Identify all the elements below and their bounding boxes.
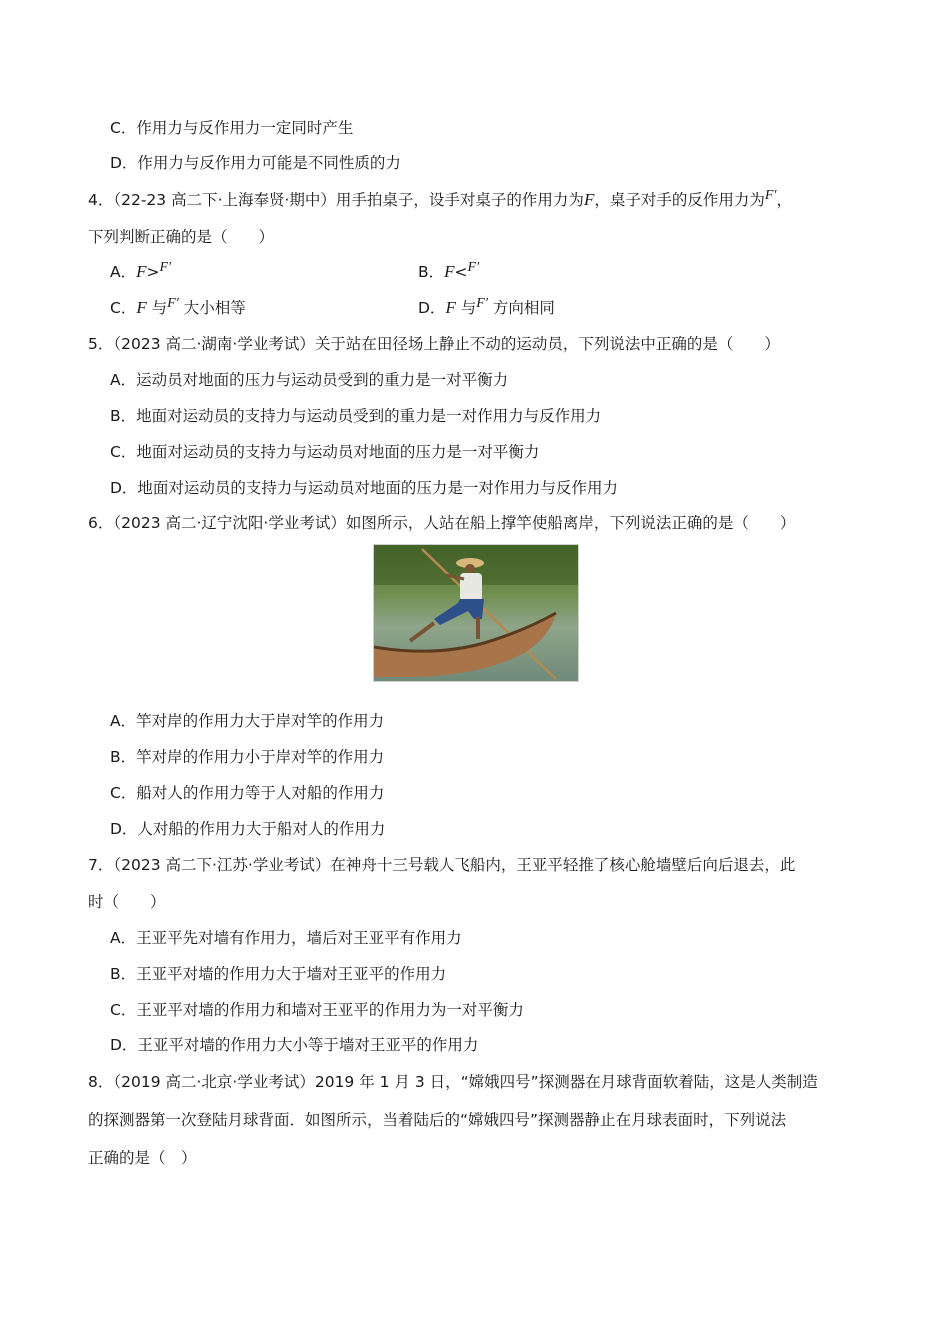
q5-option-d: D．地面对运动员的支持力与运动员对地面的压力是一对作用力与反作用力: [110, 479, 618, 497]
q4-option-d-label: D．: [418, 299, 446, 317]
q4-option-a: [110, 262, 171, 284]
q4-option-c-tail: 大小相等: [178, 299, 246, 317]
boatman-illustration: [374, 545, 578, 681]
q7-option-d: D．王亚平对墙的作用力大小等于墙对王亚平的作用力: [110, 1036, 479, 1054]
q4-option-c-fprime: F′: [167, 296, 179, 311]
q4-option-c-mid: 与: [146, 299, 168, 317]
q4-option-b-relation: <: [454, 263, 468, 281]
q4-option-a-relation: >: [146, 263, 160, 281]
q4-option-b-label: B．: [418, 263, 445, 281]
q7-option-b: B．王亚平对墙的作用力大于墙对王亚平的作用力: [110, 965, 447, 983]
q4-option-c-label: C．: [110, 299, 137, 317]
q4-stem-line2: 下列判断正确的是（ ）: [88, 228, 275, 246]
q6-option-d: D．人对船的作用力大于船对人的作用力: [110, 820, 386, 838]
q6-option-c: C．船对人的作用力等于人对船的作用力: [110, 784, 385, 802]
q3-option-d: D．作用力与反作用力可能是不同性质的力: [110, 154, 401, 172]
q4-option-b: [418, 262, 479, 284]
q7-stem-line2: 时（ ）: [88, 893, 166, 911]
q4-option-a-f: F: [136, 262, 147, 281]
q4-option-d-f: F: [445, 298, 456, 317]
q4-stem-text-3: ，: [776, 191, 792, 209]
q7-option-a: A．王亚平先对墙有作用力，墙后对王亚平有作用力: [110, 929, 462, 947]
q7-option-c: C．王亚平对墙的作用力和墙对王亚平的作用力为一对平衡力: [110, 1001, 524, 1019]
q5-stem: 5．（2023 高二·湖南·学业考试）关于站在田径场上静止不动的运动员，下列说法中正确的是（ ）: [88, 335, 780, 353]
q4-option-d: [418, 298, 555, 320]
q4-option-b-f: F: [444, 262, 455, 281]
q6-option-b: B．竿对岸的作用力小于岸对竿的作用力: [110, 748, 385, 766]
q4-stem-line1: [88, 190, 792, 212]
q6-stem: 6．（2023 高二·辽宁沈阳·学业考试）如图所示，人站在船上撑竿使船离岸，下列说法正确的是（ ）: [88, 514, 796, 532]
q4-option-c-f: F: [136, 298, 147, 317]
q4-stem-text-2: ，桌子对手的反作用力为: [594, 191, 765, 209]
q4-option-a-label: A．: [110, 263, 137, 281]
q3-option-c: C．作用力与反作用力一定同时产生: [110, 119, 354, 137]
q4-var-f: F: [583, 190, 595, 209]
q7-stem-line1: 7．（2023 高二下·江苏·学业考试）在神舟十三号载人飞船内，王亚平轻推了核心舱墙壁后向后退去，此: [88, 856, 796, 874]
q4-var-fprime: F′: [764, 188, 777, 203]
q5-option-a: A．运动员对地面的压力与运动员受到的重力是一对平衡力: [110, 371, 509, 389]
q4-stem-text: 4．（22-23 高二下·上海奉贤·期中）用手拍桌子，设手对桌子的作用力为: [88, 191, 584, 209]
q4-option-c: [110, 298, 246, 320]
q5-option-b: B．地面对运动员的支持力与运动员受到的重力是一对作用力与反作用力: [110, 407, 602, 425]
q5-option-c: C．地面对运动员的支持力与运动员对地面的压力是一对平衡力: [110, 443, 540, 461]
q8-stem-line1: 8．（2019 高二·北京·学业考试）2019 年 1 月 3 日，“嫦娥四号”探测器在月球背面软着陆，这是人类制造: [88, 1073, 818, 1091]
boatman-pole-photo: [373, 544, 579, 682]
q4-option-b-fprime: F′: [467, 260, 480, 275]
q8-stem-line2: 的探测器第一次登陆月球背面．如图所示，当着陆后的“嫦娥四号”探测器静止在月球表面时，下列说法: [88, 1111, 787, 1129]
q6-option-a: A．竿对岸的作用力大于岸对竿的作用力: [110, 712, 385, 730]
q8-stem-line3: 正确的是（ ）: [88, 1149, 197, 1167]
q4-option-a-fprime: F′: [159, 260, 172, 275]
q4-option-d-tail: 方向相同: [487, 299, 555, 317]
q4-option-d-fprime: F′: [476, 296, 488, 311]
q4-option-d-mid: 与: [455, 299, 477, 317]
